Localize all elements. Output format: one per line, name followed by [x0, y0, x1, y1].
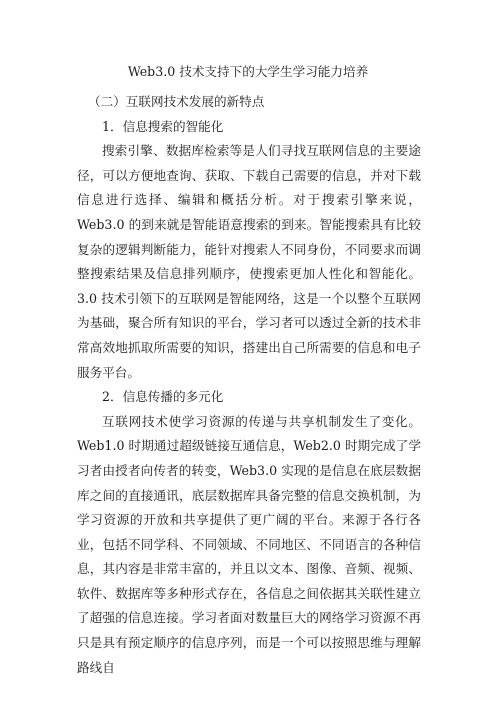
document-body [77, 90, 421, 680]
paragraph-1: 搜索引擎、数据库检索等是人们寻找互联网信息的主要途径，可以方便地查询、获取、下载自己需要的信息，并对下载信息进行选择、编辑和概括分析。对于搜索引擎来说，Web3.0 的到来就是智能语意搜索的到来。智能搜索具有比较复杂的逻辑判断能力，能针对搜索人不同身份，不同要求而调整搜索结果及信息排列顺序，使搜索更加人性化和智能化。3.0 技术引领下的互联网是智能网络，这是一个以整个互联网为基础，聚合所有知识的平台，学习者可以透过全新的技术非常高效地抓取所需要的知识，搭建出自己所需要的信息和电子服务平台。 [77, 143, 421, 380]
subsection-heading-1: 1．信息搜索的智能化 [102, 118, 224, 134]
subsection-heading-2: 2．信息传播的多元化 [102, 389, 224, 405]
paragraph-2: 互联网技术使学习资源的传递与共享机制发生了变化。Web1.0 时期通过超级链接互通信息，Web2.0 时期完成了学习者由授者向传者的转变，Web3.0 实现的是信息在底层数据库之间的直接通讯，底层数据库具备完整的信息交换机制，为学习资源的开放和共享提供了更广阔的平台。来源于各行各业，包括不同学科、不同领域、不同地区、不同语言的各种信息，其内容是非常丰富的，并且以文本、图像、音频、视频、软件、数据库等多种形式存在，各信息之间依据其关联性建立了超强的信息连接。学习者面对数量巨大的网络学习资源不再只是具有预定顺序的信息序列，而是一个可以按照思维与理解路线自 [77, 413, 421, 675]
document-title: Web3.0 技术支持下的大学生学习能力培养 [127, 64, 369, 79]
section-heading: （二）互联网技术发展的新特点 [88, 94, 265, 109]
